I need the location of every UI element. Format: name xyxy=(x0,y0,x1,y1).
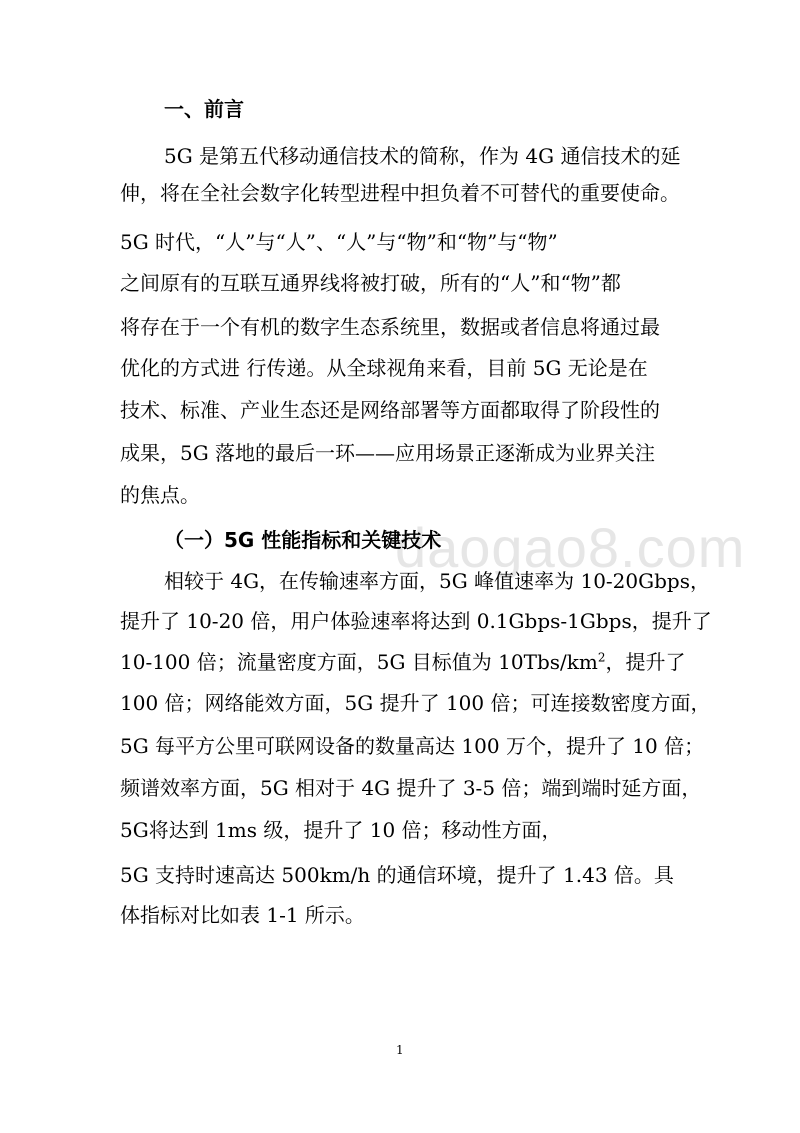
paragraph-line xyxy=(120,649,685,675)
watermark: daogao8.com xyxy=(395,516,746,579)
paragraph-line: 5G 支持时速高达 500km/h 的通信环境，提升了 1.43 倍。具 xyxy=(120,863,674,887)
subsection-heading: （一）5G 性能指标和关键技术 xyxy=(164,528,442,552)
paragraph-line: 100 倍；网络能效方面，5G 提升了 100 倍；可连接数密度方面， xyxy=(120,691,711,715)
text-segment: 10-100 倍；流量密度方面，5G 目标值为 10Tbs/km xyxy=(120,650,598,674)
paragraph-line: 相较于 4G，在传输速率方面，5G 峰值速率为 10-20Gbps， xyxy=(164,569,710,593)
paragraph-line: 优化的方式进 行传递。从全球视角来看，目前 5G 无论是在 xyxy=(120,356,648,380)
paragraph-line: 频谱效率方面，5G 相对于 4G 提升了 3-5 倍；端到端时延方面， xyxy=(120,776,702,800)
paragraph-line: 技术、标准、产业生态还是网络部署等方面都取得了阶段性的 xyxy=(120,398,660,422)
paragraph-line: 成果，5G 落地的最后一环——应用场景正逐渐成为业界关注 xyxy=(120,441,656,465)
paragraph-line: 提升了 10-20 倍，用户体验速率将达到 0.1Gbps-1Gbps，提升了 xyxy=(120,609,712,633)
superscript: 2 xyxy=(597,650,606,665)
paragraph-line: 的焦点。 xyxy=(120,483,200,507)
paragraph-line: 伸，将在全社会数字化转型进程中担负着不可替代的重要使命。 xyxy=(120,181,680,205)
paragraph-line: 体指标对比如表 1-1 所示。 xyxy=(120,903,365,927)
paragraph-line: 将存在于一个有机的数字生态系统里，数据或者信息将通过最 xyxy=(120,315,660,339)
paragraph-line: 5G 时代，“人”与“人”、“人”与“物”和“物”与“物” xyxy=(120,230,558,254)
paragraph-line: 之间原有的互联互通界线将被打破，所有的“人”和“物”都 xyxy=(120,271,621,295)
paragraph-line: 5G 是第五代移动通信技术的简称，作为 4G 通信技术的延 xyxy=(164,144,681,168)
text-segment: ，提升了 xyxy=(605,650,686,674)
paragraph-line: 5G将达到 1ms 级，提升了 10 倍；移动性方面， xyxy=(120,818,562,842)
paragraph-line: 5G 每平方公里可联网设备的数量高达 100 万个，提升了 10 倍； xyxy=(120,734,705,758)
page-number: 1 xyxy=(396,1043,404,1057)
section-heading: 一、前言 xyxy=(164,97,244,121)
